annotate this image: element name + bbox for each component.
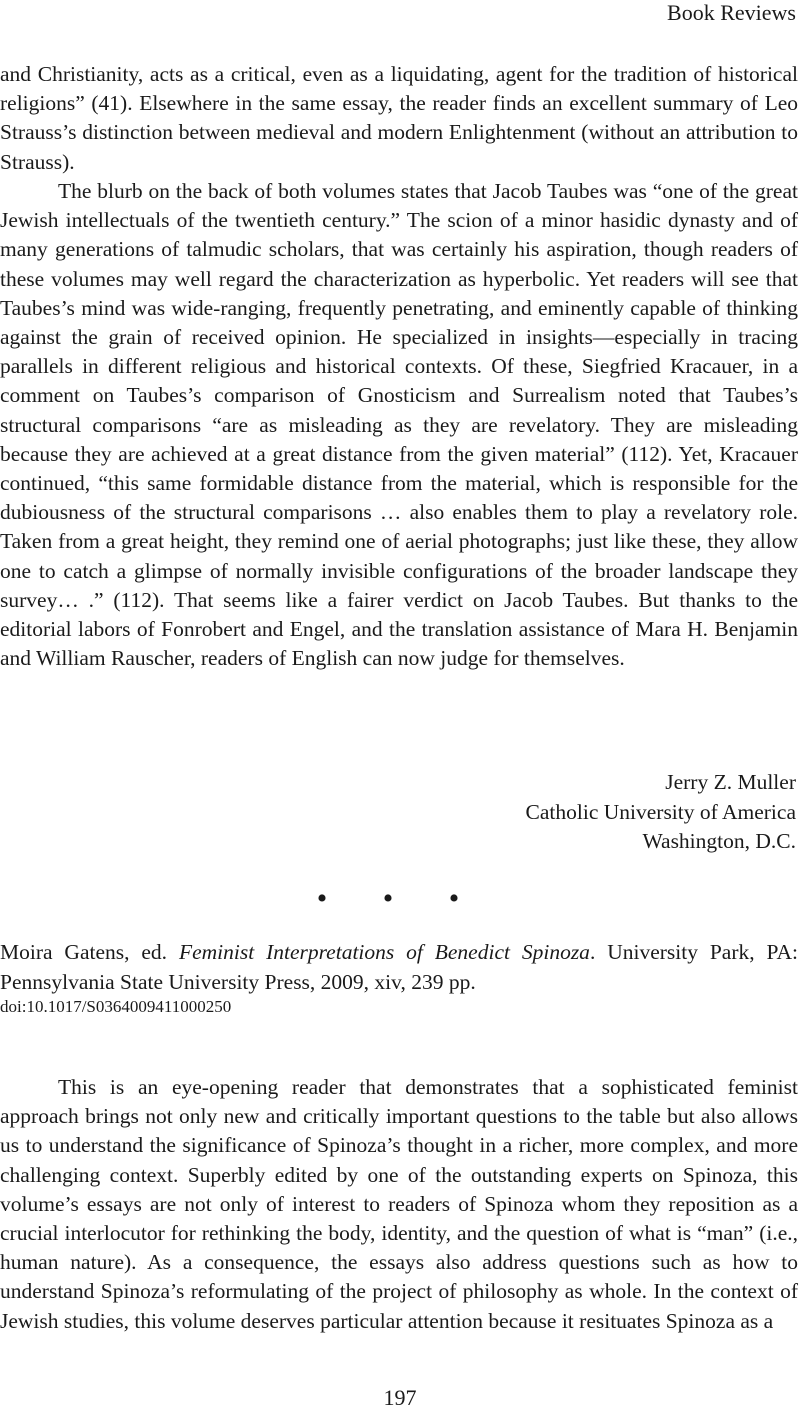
reviewer-location: Washington, D.C. xyxy=(642,829,796,853)
running-head: Book Reviews xyxy=(667,0,796,25)
book-citation xyxy=(0,937,798,997)
reviewer-signature xyxy=(526,768,796,857)
review-paragraph-first: This is an eye-opening reader that demonstrates that a sophisticated feminist approach brings not only new and critically important questions to the table but also allows us to understand the significance of Spinoza’s thought in a richer, more complex, and more challenging context. Superbly edited by one of the outstanding experts on Spinoza, this volume’s essays are not only of interest to readers of Spinoza whom they reposition as a crucial interlocutor for rethinking the body, identity, and the question of what is “man” (i.e., human nature). As a consequence, the essays also address questions such as how to understand Spinoza’s reformulating of the project of philosophy as whole. In the context of Jewish studies, this volume deserves particular attention because it resituates Spinoza as a xyxy=(0,1075,798,1333)
review-paragraph-continued: and Christianity, acts as a critical, even as a liquidating, agent for the tradition of historical religions” (41). Elsewhere in the same essay, the reader finds an excellent summary of Leo Strauss’s distinction between medieval and modern Enlightenment (without an attribution to Strauss). xyxy=(0,62,798,174)
book-title: Feminist Interpretations of Benedict Spinoza xyxy=(178,940,590,964)
reviewer-institution: Catholic University of America xyxy=(525,799,796,824)
book-publication: . University Park, PA: Pennsylvania State University Press, 2009, xiv, 239 pp. xyxy=(0,940,798,994)
section-separator: • • • xyxy=(316,882,484,915)
review-paragraph-final: The blurb on the back of both volumes states that Jacob Taubes was “one of the great Jewish intellectuals of the twentieth century.” The scion of a minor hasidic dynasty and of many generations of talmudic scholars, that was certainly his aspiration, though readers of these volumes may well regard the characterization as hyperbolic. Yet readers will see that Taubes’s mind was wide-ranging, frequently penetrating, and eminently capable of thinking against the grain of received opinion. He specialized in insights—especially in tracing parallels in different religious and historical contexts. Of these, Siegfried Kracauer, in a comment on Taubes’s comparison of Gnosticism and Surrealism noted that Taubes’s structural comparisons “are as misleading as they are revelatory. They are misleading because they are achieved at a great distance from the given material” (112). Yet, Kracauer continued, “this same formidable distance from the material, which is responsible for the dubiousness of the structural comparisons … also enables them to play a revelatory role. Taken from a great height, they remind one of aerial photographs; just like these, they allow one to catch a glimpse of normally invisible configurations of the broader landscape they survey… .” (112). That seems like a fairer verdict on Jacob Taubes. But thanks to the editorial labors of Fonrobert and Engel, and the translation assistance of Mara H. Benjamin and William Rauscher, readers of English can now judge for themselves. xyxy=(0,179,798,671)
reviewer-name: Jerry Z. Muller xyxy=(665,770,796,794)
doi-link[interactable]: doi:10.1017/S0364009411000250 xyxy=(0,997,232,1016)
book-editor: Moira Gatens, ed. xyxy=(0,940,168,964)
page-number: 197 xyxy=(383,1385,417,1410)
